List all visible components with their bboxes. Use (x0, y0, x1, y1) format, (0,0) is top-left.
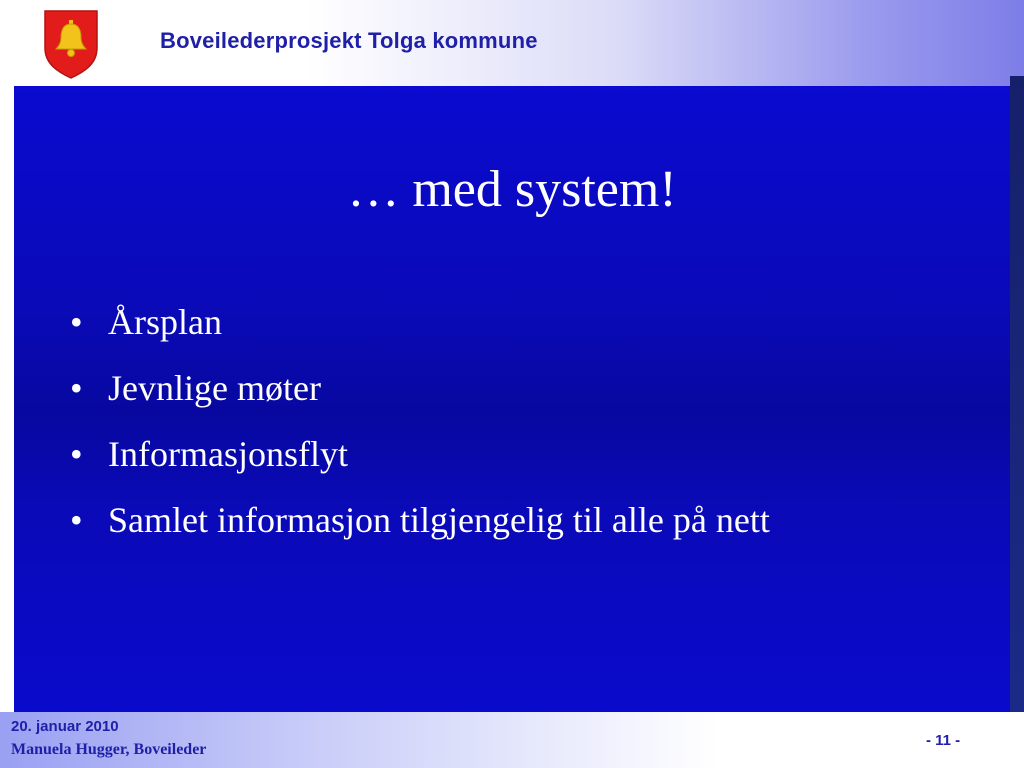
header-bar (0, 0, 1024, 88)
bullet-text: Jevnlige møter (108, 368, 321, 408)
bullet-text: Informasjonsflyt (108, 434, 348, 474)
bullet-item (70, 289, 770, 355)
bullet-item (70, 421, 770, 487)
bell-coat-of-arms-icon (42, 8, 100, 80)
bullet-marker: • (70, 302, 83, 342)
footer-bar (0, 712, 1024, 768)
bullet-list (70, 289, 770, 553)
bullet-item (70, 355, 770, 421)
bullet-marker: • (70, 500, 83, 540)
bullet-marker: • (70, 368, 83, 408)
bullet-text: Samlet informasjon tilgjengelig til alle på nett (108, 500, 770, 540)
bullet-text: Årsplan (108, 302, 222, 342)
footer-author: Manuela Hugger, Boveileder (11, 741, 207, 758)
bullet-marker: • (70, 434, 83, 474)
decorative-side-strip (1010, 76, 1024, 716)
footer-date: 20. januar 2010 (11, 718, 119, 735)
bullet-item (70, 487, 770, 553)
page-number: - 11 - (926, 732, 961, 749)
slide-title: … med system! (347, 161, 677, 218)
header-title: Boveilederprosjekt Tolga kommune (160, 28, 538, 53)
slide-content (14, 86, 1010, 712)
